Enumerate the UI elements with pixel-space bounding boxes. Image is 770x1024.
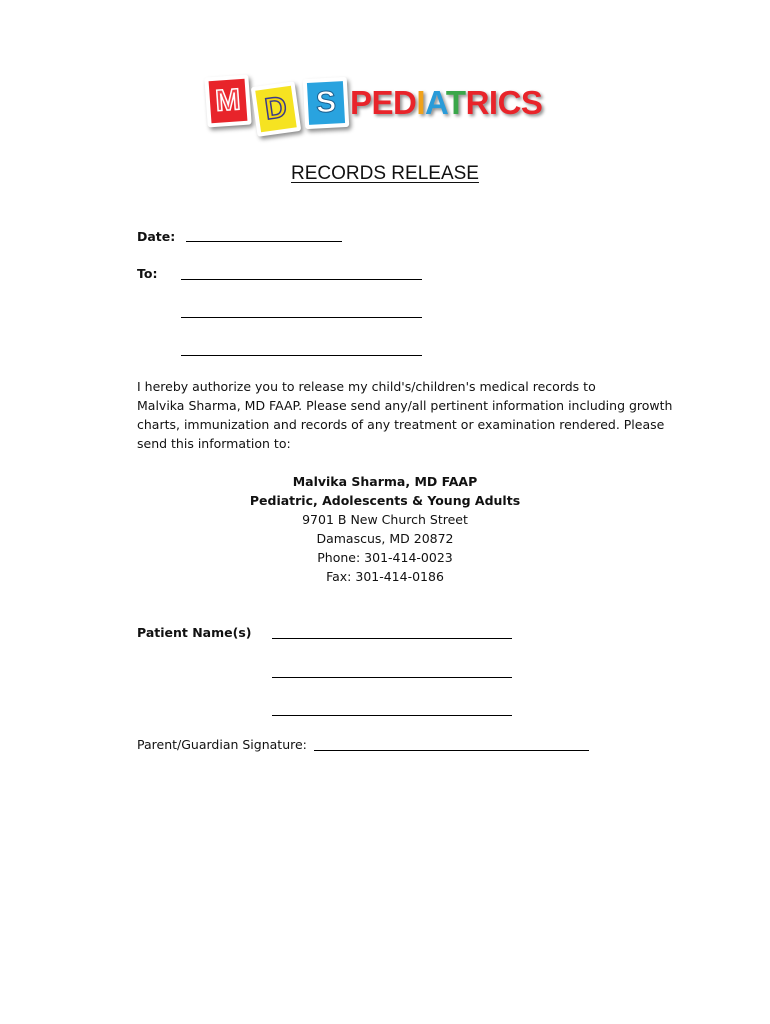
recipient-street: 9701 B New Church Street bbox=[302, 512, 468, 527]
authorization-paragraph bbox=[137, 377, 682, 453]
paragraph-line: I hereby authorize you to release my child's/children's medical records to bbox=[137, 379, 596, 394]
date-field-line[interactable] bbox=[186, 241, 342, 242]
patient-name-line-1[interactable] bbox=[272, 638, 512, 639]
recipient-city: Damascus, MD 20872 bbox=[316, 531, 454, 546]
patient-name-line-2[interactable] bbox=[272, 677, 512, 678]
logo-block-s: S bbox=[303, 77, 350, 129]
paragraph-line: send this information to: bbox=[137, 436, 291, 451]
recipient-fax: Fax: 301-414-0186 bbox=[326, 569, 444, 584]
logo-block-m: M bbox=[204, 75, 251, 128]
practice-logo bbox=[200, 62, 560, 140]
paragraph-line: charts, immunization and records of any treatment or examination rendered. Please bbox=[137, 417, 665, 432]
recipient-phone: Phone: 301-414-0023 bbox=[317, 550, 453, 565]
logo-block-d: D bbox=[251, 81, 302, 137]
patient-name-label: Patient Name(s) bbox=[137, 625, 252, 640]
document-title: RECORDS RELEASE bbox=[291, 163, 479, 184]
recipient-address bbox=[0, 472, 770, 586]
to-field-line-3[interactable] bbox=[181, 355, 422, 356]
recipient-practice: Pediatric, Adolescents & Young Adults bbox=[249, 493, 521, 508]
to-field-line-2[interactable] bbox=[181, 317, 422, 318]
signature-label: Parent/Guardian Signature: bbox=[137, 737, 307, 752]
recipient-name: Malvika Sharma, MD FAAP bbox=[292, 474, 478, 489]
logo-wordmark: PEDIATRICS bbox=[350, 84, 543, 121]
paragraph-line: Malvika Sharma, MD FAAP. Please send any/all pertinent information including growth bbox=[137, 398, 673, 413]
signature-line[interactable] bbox=[314, 750, 589, 751]
to-label: To: bbox=[137, 266, 158, 281]
date-label: Date: bbox=[137, 229, 176, 244]
patient-name-line-3[interactable] bbox=[272, 715, 512, 716]
to-field-line-1[interactable] bbox=[181, 279, 422, 280]
